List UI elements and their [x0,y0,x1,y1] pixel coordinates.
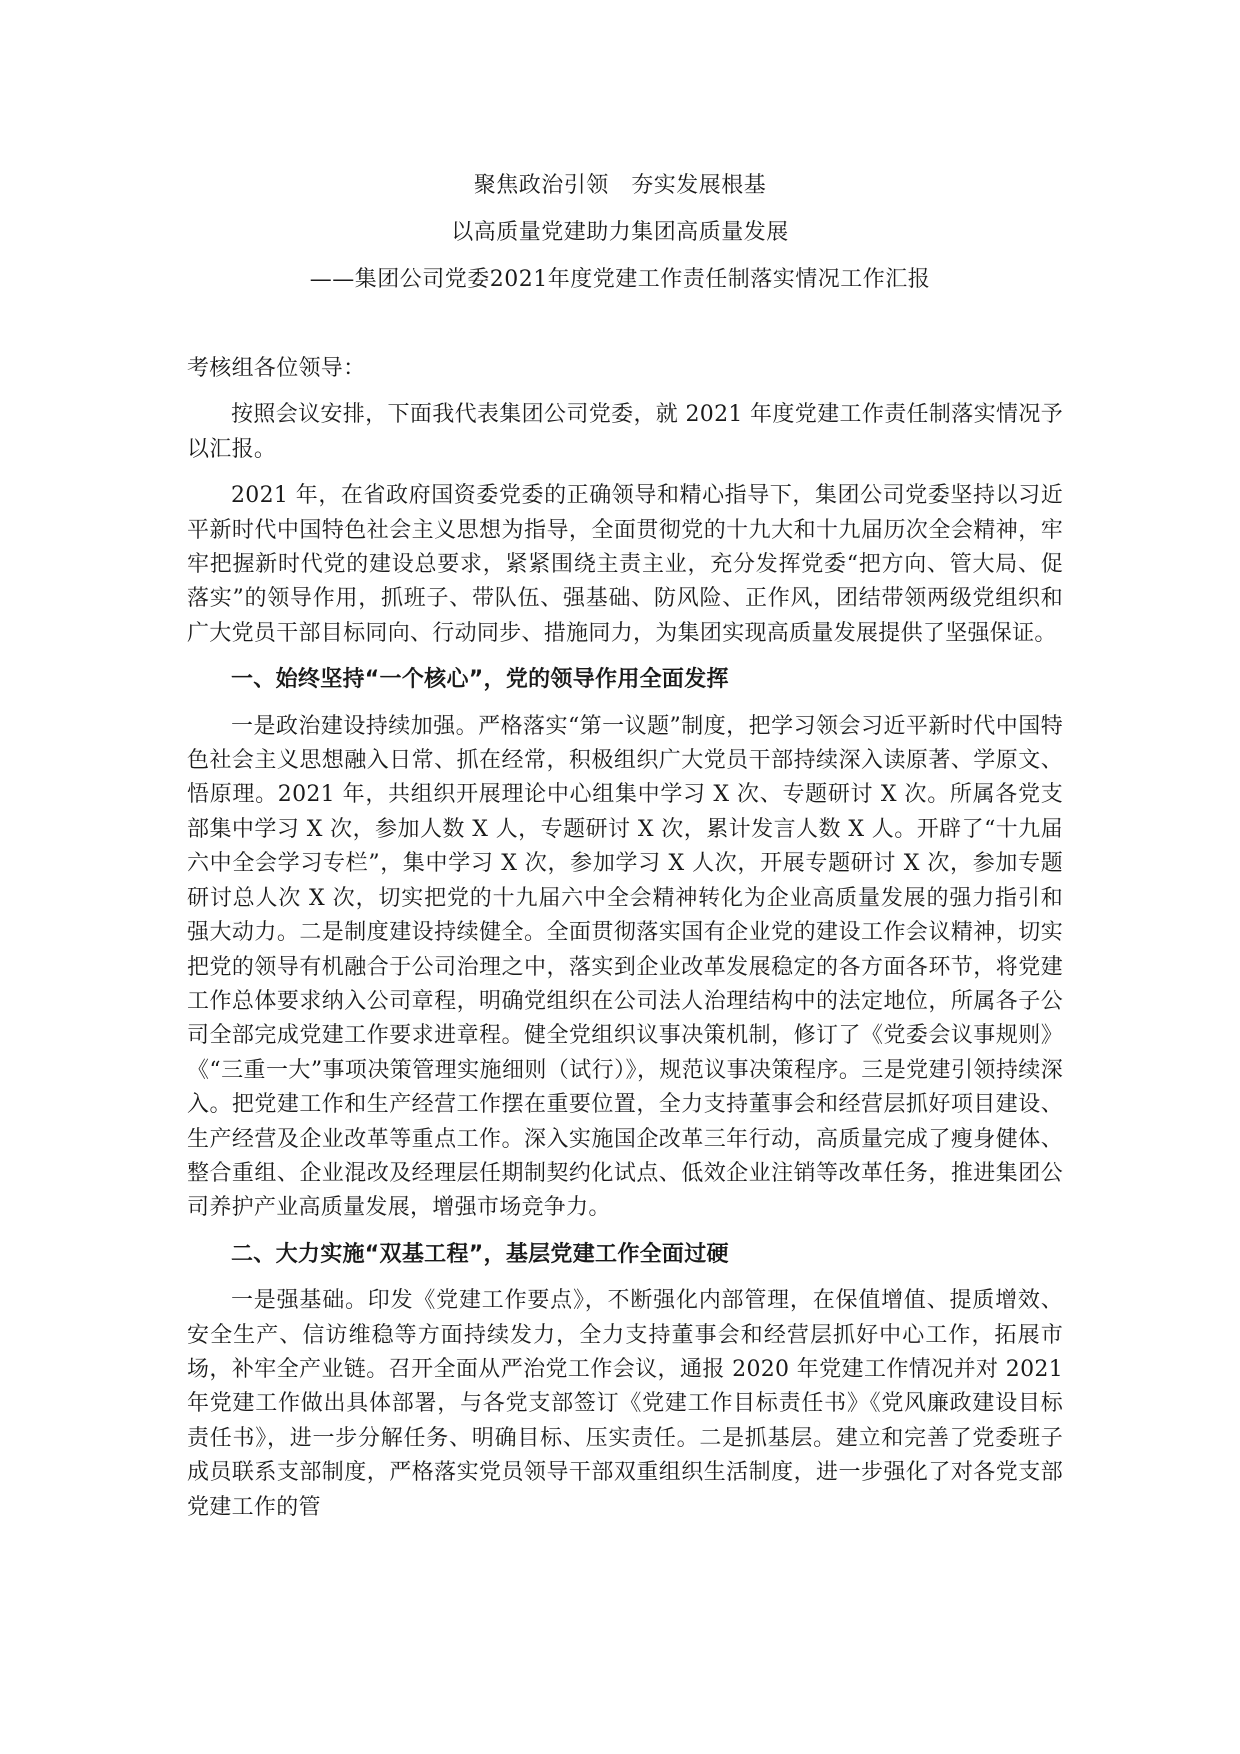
intro-paragraph-1: 按照会议安排，下面我代表集团公司党委，就 2021 年度党建工作责任制落实情况予以汇报。 [187,402,1063,462]
title-line-1: 聚焦政治引领 夯实发展根基 [473,173,767,198]
intro-paragraph-2: 2021 年，在省政府国资委党委的正确领导和精心指导下，集团公司党委坚持以习近平新时代中国特色社会主义思想为指导，全面贯彻党的十九大和十九届历次全会精神，牢牢把握新时代党的建设总要求，紧紧围绕主责主业，充分发挥党委“把方向、管大局、促落实”的领导作用，抓班子、带队伍、强基础、防风险、正作风，团结带领两级党组织和广大党员干部目标同向、行动同步、措施同力，为集团实现高质量发展提供了坚强保证。 [187,483,1063,646]
salutation: 考核组各位领导： [187,356,366,381]
title-line-2: 以高质量党建助力集团高质量发展 [451,220,789,245]
section-2-heading: 二、大力实施“双基工程”，基层党建工作全面过硬 [231,1241,729,1267]
document-title-block [0,162,1240,303]
section-1-paragraph: 一是政治建设持续加强。严格落实“第一议题”制度，把学习领会习近平新时代中国特色社会主义思想融入日常、抓在经常，积极组织广大党员干部持续深入读原著、学原文、悟原理。2021 年，共组织开展理论中心组集中学习 X 次、专题研讨 X 次。所属各党支部集中学习 X 次，参加人数 X 人，专题研讨 X 次，累计发言人数 X 人。开辟了“十九届六中全会学习专栏”，集中学习 X 次，参加学习 X 人次，开展专题研讨 X 次，参加专题研讨总人次 X 次，切实把党的十九届六中全会精神转化为企业高质量发展的强力指引和强大动力。二是制度建设持续健全。全面贯彻落实国有企业党的建设工作会议精神，切实把党的领导有机融合于公司治理之中，落实到企业改革发展稳定的各方面各环节，将党建工作总体要求纳入公司章程，明确党组织在公司法人治理结构中的法定地位，所属各子公司全部完成党建工作要求进章程。健全党组织议事决策机制，修订了《党委会议事规则》《“三重一大”事项决策管理实施细则（试行）》，规范议事决策程序。三是党建引领持续深入。把党建工作和生产经营工作摆在重要位置，全力支持董事会和经营层抓好项目建设、生产经营及企业改革等重点工作。深入实施国企改革三年行动，高质量完成了瘦身健体、整合重组、企业混改及经理层任期制契约化试点、低效企业注销等改革任务，推进集团公司养护产业高质量发展，增强市场竞争力。 [187,713,1063,1221]
document-body [187,352,1063,1537]
section-1-heading: 一、始终坚持“一个核心”，党的领导作用全面发挥 [231,667,729,693]
subtitle-line: ——集团公司党委2021年度党建工作责任制落实情况工作汇报 [309,267,931,292]
section-2-paragraph: 一是强基础。印发《党建工作要点》，不断强化内部管理，在保值增值、提质增效、安全生产、信访维稳等方面持续发力，全力支持董事会和经营层抓好中心工作，拓展市场，补牢全产业链。召开全面从严治党工作会议，通报 2020 年党建工作情况并对 2021 年党建工作做出具体部署，与各党支部签订《党建工作目标责任书》《党风廉政建设目标责任书》，进一步分解任务、明确目标、压实责任。二是抓基层。建立和完善了党委班子成员联系支部制度，严格落实党员领导干部双重组织生活制度，进一步强化了对各党支部党建工作的管 [187,1288,1063,1520]
